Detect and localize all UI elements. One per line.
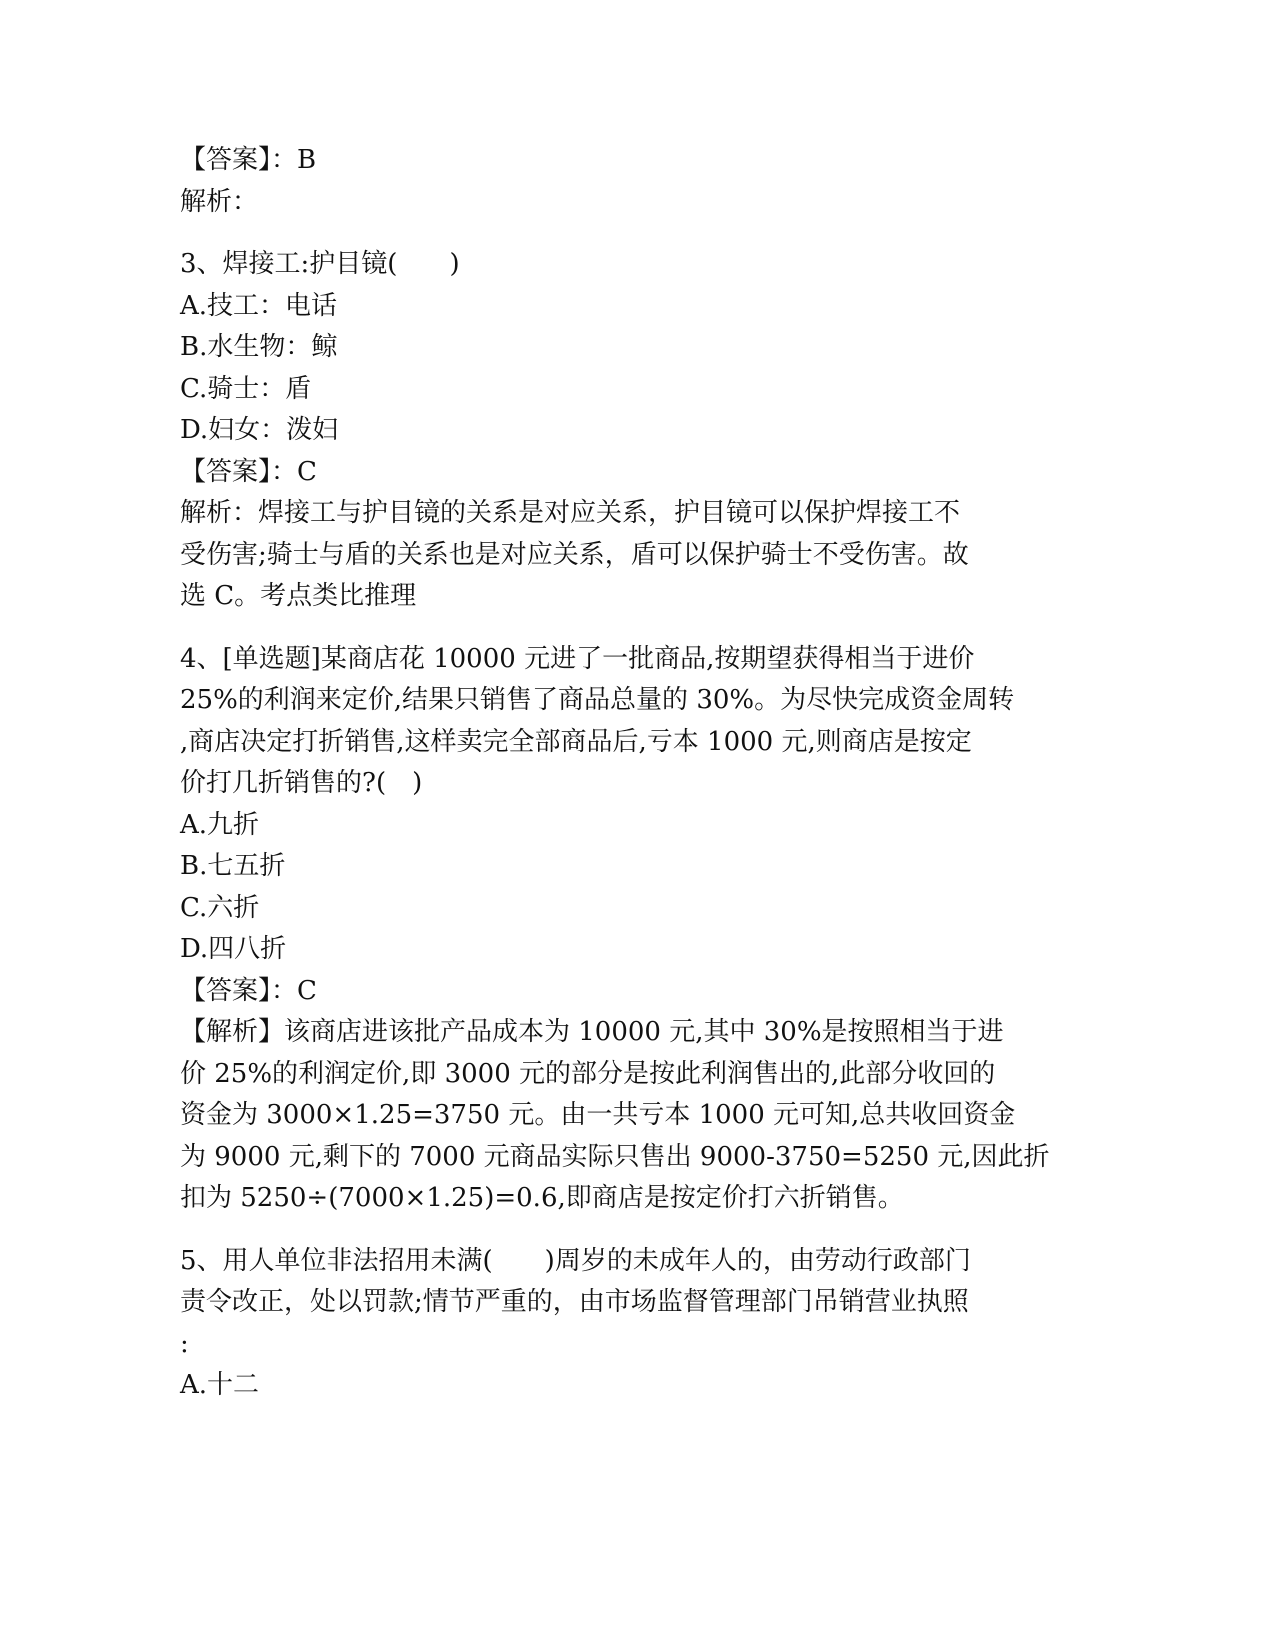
q4-stem-line: 25%的利润来定价,结果只销售了商品总量的 30%。为尽快完成资金周转 [180,685,1015,715]
q5-stem-line: 5、用人单位非法招用未满( )周岁的未成年人的，由劳动行政部门 [180,1245,971,1276]
q3-analysis-line: 受伤害;骑士与盾的关系也是对应关系，盾可以保护骑士不受伤害。故 [180,539,969,570]
question-5 [180,1241,1040,1407]
q4-analysis-line: 资金为 3000×1.25=3750 元。由一共亏本 1000 元可知,总共收回资金 [180,1100,1016,1130]
q4-analysis-line: 【解析】该商店进该批产品成本为 10000 元,其中 30%是按照相当于进 [180,1017,1004,1047]
q4-analysis-line: 价 25%的利润定价,即 3000 元的部分是按此利润售出的,此部分收回的 [180,1058,996,1089]
q4-answer: 【答案】：C [180,975,317,1006]
q2-answer: 【答案】：B [180,145,317,175]
q4-stem-line: 4、[单选题]某商店花 10000 元进了一批商品,按期望获得相当于进价 [180,643,975,674]
q5-option-a: A.十二 [180,1370,260,1400]
q3-stem: 3、焊接工:护目镜( ) [180,249,460,279]
q5-stem-line: 责令改正，处以罚款;情节严重的，由市场监督管理部门吊销营业执照 [180,1287,969,1317]
q3-option-a: A.技工：电话 [180,290,338,321]
q4-option-c: C.六折 [180,892,260,923]
q4-option-b: B.七五折 [180,851,286,881]
question-4 [180,639,1050,1220]
document-page [180,140,1050,1407]
q5-stem-line: : [180,1328,189,1359]
q3-answer: 【答案】：C [180,456,317,487]
spacer [180,1220,1040,1241]
q3-analysis-line: 解析：焊接工与护目镜的关系是对应关系，护目镜可以保护焊接工不 [180,498,961,528]
q4-stem-line: 价打几折销售的?( ) [180,768,423,798]
q3-analysis-line: 选 C。考点类比推理 [180,581,417,611]
q3-option-d: D.妇女：泼妇 [180,415,339,445]
q3-option-c: C.骑士：盾 [180,373,312,404]
question-3 [180,244,1040,618]
q4-analysis-line: 为 9000 元,剩下的 7000 元商品实际只售出 9000-3750=5250 元,因此折 [180,1141,1050,1172]
q3-option-b: B.水生物：鲸 [180,332,338,362]
q4-option-a: A.九折 [180,809,260,840]
spacer [180,618,1040,639]
q4-analysis-line: 扣为 5250÷(7000×1.25)=0.6,即商店是按定价打六折销售。 [180,1183,904,1213]
spacer [180,223,1040,244]
q4-stem-line: ,商店决定打折销售,这样卖完全部商品后,亏本 1000 元,则商店是按定 [180,726,972,757]
q2-analysis: 解析： [180,186,259,217]
q4-option-d: D.四八折 [180,934,287,964]
